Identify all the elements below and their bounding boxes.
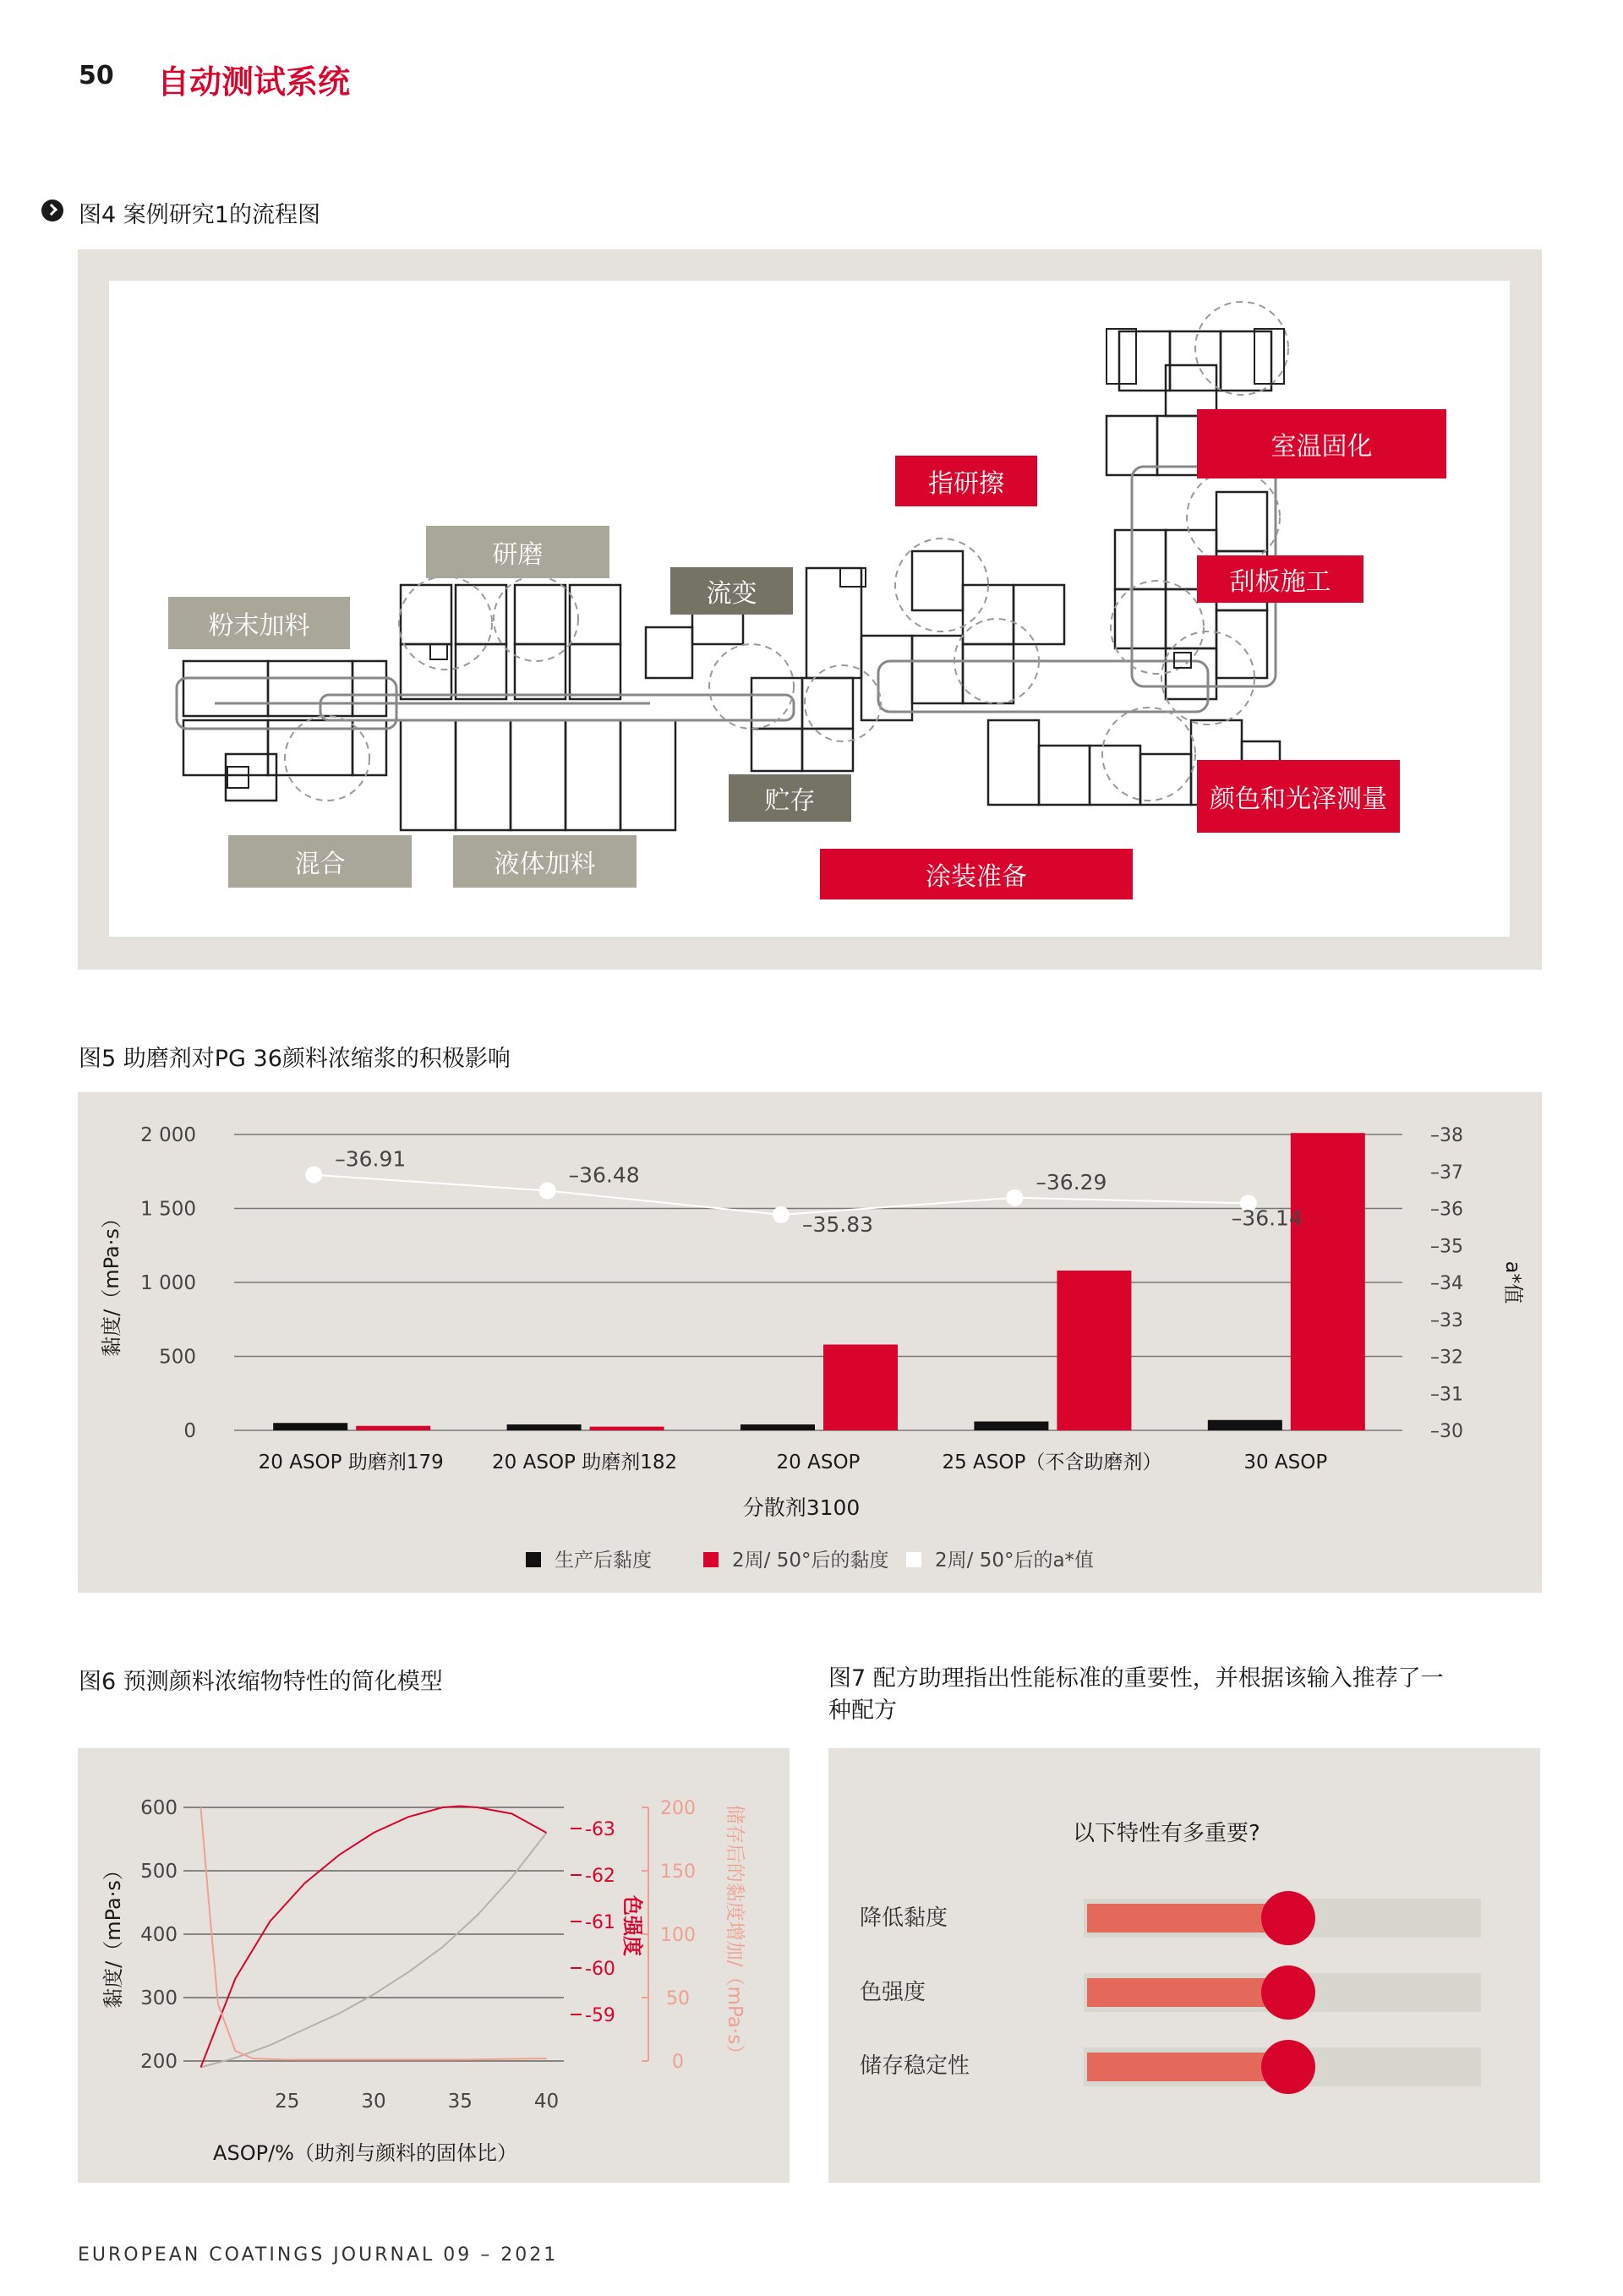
y-axis-label: 黏度/（mPa·s） <box>100 1208 123 1357</box>
slider-label-viscosity: 降低黏度 <box>860 1905 948 1931</box>
a-value-point <box>773 1206 790 1223</box>
fig4-title: 图4 案例研究1的流程图 <box>79 202 320 228</box>
slider-knob[interactable] <box>1261 1965 1315 2020</box>
slider-knob[interactable] <box>1261 1891 1315 1945</box>
x-tick-label: 25 ASOP（不含助磨剂） <box>942 1451 1162 1473</box>
footer: EUROPEAN COATINGS JOURNAL 09 – 2021 <box>78 2244 559 2266</box>
bar-production <box>273 1423 347 1430</box>
legend-swatch <box>526 1552 541 1567</box>
a-value-point <box>1006 1189 1023 1206</box>
fig5-panel <box>78 1092 1542 1593</box>
slider-label-storage: 储存稳定性 <box>860 2053 970 2079</box>
chevron-right-icon <box>41 200 63 221</box>
fig7-title-line1: 图7 配方助理指出性能标准的重要性，并根据该输入推荐了一 <box>828 1665 1444 1692</box>
bar-production <box>740 1424 815 1430</box>
y-tick-label: 2 000 <box>140 1124 196 1146</box>
slider-fill <box>1087 2053 1290 2081</box>
fig5-title: 图5 助磨剂对PG 36颜料浓缩浆的积极影响 <box>79 1046 511 1072</box>
bar-production <box>974 1422 1048 1431</box>
y-tick-label: 0 <box>183 1420 196 1442</box>
label-grinding: 研磨 <box>426 526 609 578</box>
a-value-label: –35.83 <box>802 1211 874 1237</box>
a-value-label: –36.14 <box>1231 1205 1303 1231</box>
x-tick-label: 30 <box>361 2091 386 2113</box>
slider-label-color-strength: 色强度 <box>860 1980 926 2005</box>
label-curing: 室温固化 <box>1197 409 1446 478</box>
a-value-label: –36.48 <box>568 1162 640 1188</box>
legend-label: 生产后黏度 <box>555 1550 652 1572</box>
a-value-point <box>539 1183 556 1200</box>
y2-tick-label: –38 <box>1430 1125 1463 1146</box>
label-powder: 粉末加料 <box>168 597 350 649</box>
y3-tick-label: 0 <box>672 2052 684 2073</box>
label-prep: 涂装准备 <box>820 849 1133 899</box>
y-axis-label: 黏度/（mPa·s） <box>101 1860 125 2009</box>
y-tick-label: 1 500 <box>140 1198 196 1221</box>
y2-tick-label: -62 <box>585 1866 615 1887</box>
y-tick-label: 500 <box>159 1346 196 1369</box>
y3-axis-label: 储存后的黏度增加/（mPa·s） <box>724 1804 746 2064</box>
y2-axis-label: 色强度 <box>620 1895 644 1956</box>
bar-production <box>1208 1420 1282 1430</box>
y3-tick-label: 100 <box>660 1925 696 1946</box>
legend-swatch <box>703 1552 719 1567</box>
y-tick-label: 600 <box>140 1797 178 1819</box>
series-line <box>201 1807 547 2068</box>
label-rubout: 指研擦 <box>895 456 1037 506</box>
y-tick-label: 500 <box>140 1861 178 1883</box>
y-tick-label: 1 000 <box>140 1272 196 1294</box>
slider-fill <box>1087 1978 1290 2007</box>
y-tick-label: 300 <box>140 1987 178 2009</box>
y2-tick-label: -61 <box>585 1912 615 1933</box>
x-tick-label: 40 <box>533 2091 560 2113</box>
y2-tick-label: –32 <box>1430 1347 1463 1369</box>
y2-tick-label: –35 <box>1430 1236 1463 1258</box>
x-tick-label: 35 <box>447 2091 473 2113</box>
label-liquid: 液体加料 <box>453 835 637 888</box>
fig5-chart <box>78 1092 1542 1593</box>
fig7-question: 以下特性有多重要? <box>1073 1821 1260 1846</box>
fig4-panel <box>78 249 1542 970</box>
bar-after-storage <box>590 1427 664 1430</box>
fig7-title <box>828 1663 1538 1727</box>
legend-swatch <box>906 1552 921 1567</box>
a-value-point <box>305 1167 322 1184</box>
y3-tick-label: 150 <box>660 1861 696 1883</box>
y-tick-label: 200 <box>140 2051 178 2073</box>
x-tick-label: 25 <box>275 2091 300 2113</box>
slider-viscosity[interactable] <box>1084 1899 1481 1938</box>
x-axis-label: 分散剂3100 <box>742 1495 861 1520</box>
y2-tick-label: –31 <box>1430 1384 1463 1406</box>
legend-label: 2周/ 50°后的a*值 <box>935 1550 1095 1572</box>
y2-tick-label: -59 <box>585 2005 615 2026</box>
y2-tick-label: –30 <box>1430 1421 1463 1442</box>
x-tick-label: 20 ASOP 助磨剂182 <box>492 1451 678 1473</box>
bar-after-storage <box>356 1426 430 1430</box>
y2-tick-label: –36 <box>1430 1199 1463 1221</box>
a-value-label: –36.29 <box>1036 1169 1107 1194</box>
y2-tick-label: -63 <box>585 1819 615 1840</box>
label-color: 颜色和光泽测量 <box>1197 760 1400 833</box>
fig6-panel <box>78 1748 790 2183</box>
y3-tick-label: 200 <box>660 1798 696 1819</box>
bar-production <box>507 1424 582 1430</box>
slider-fill <box>1087 1904 1290 1932</box>
label-storage: 贮存 <box>729 774 851 822</box>
x-tick-label: 20 ASOP 助磨剂179 <box>258 1451 444 1473</box>
y-tick-label: 400 <box>140 1924 178 1946</box>
y2-tick-label: –34 <box>1430 1273 1463 1294</box>
slider-knob[interactable] <box>1261 2040 1315 2094</box>
slider-color-strength[interactable] <box>1084 1973 1481 2012</box>
x-axis-label: ASOP/%（助剂与颜料的固体比） <box>213 2141 517 2165</box>
fig4-canvas <box>109 281 1510 937</box>
x-tick-label: 20 ASOP <box>776 1451 861 1473</box>
bar-after-storage <box>1057 1271 1131 1430</box>
section-title: 自动测试系统 <box>157 63 351 101</box>
bar-after-storage <box>1291 1133 1365 1430</box>
fig6-title: 图6 预测颜料浓缩物特性的简化模型 <box>79 1669 443 1695</box>
y2-tick-label: -60 <box>585 1959 615 1980</box>
label-drawdown: 刮板施工 <box>1197 555 1363 603</box>
page-number: 50 <box>79 61 114 90</box>
fig7-panel <box>828 1748 1540 2183</box>
legend-label: 2周/ 50°后的黏度 <box>732 1550 889 1572</box>
y2-tick-label: –33 <box>1430 1309 1463 1331</box>
y2-axis-label: a*值 <box>1501 1260 1525 1304</box>
label-rheology: 流变 <box>670 567 793 615</box>
fig7-title-line2: 种配方 <box>828 1697 897 1724</box>
y2-tick-label: –37 <box>1430 1162 1463 1184</box>
fig6-chart <box>78 1748 790 2183</box>
y3-tick-label: 50 <box>666 1988 690 2009</box>
slider-storage-stability[interactable] <box>1084 2047 1481 2086</box>
label-mixing: 混合 <box>228 835 412 888</box>
a-value-label: –36.91 <box>335 1146 407 1172</box>
x-tick-label: 30 ASOP <box>1243 1451 1328 1473</box>
bar-after-storage <box>823 1345 898 1431</box>
